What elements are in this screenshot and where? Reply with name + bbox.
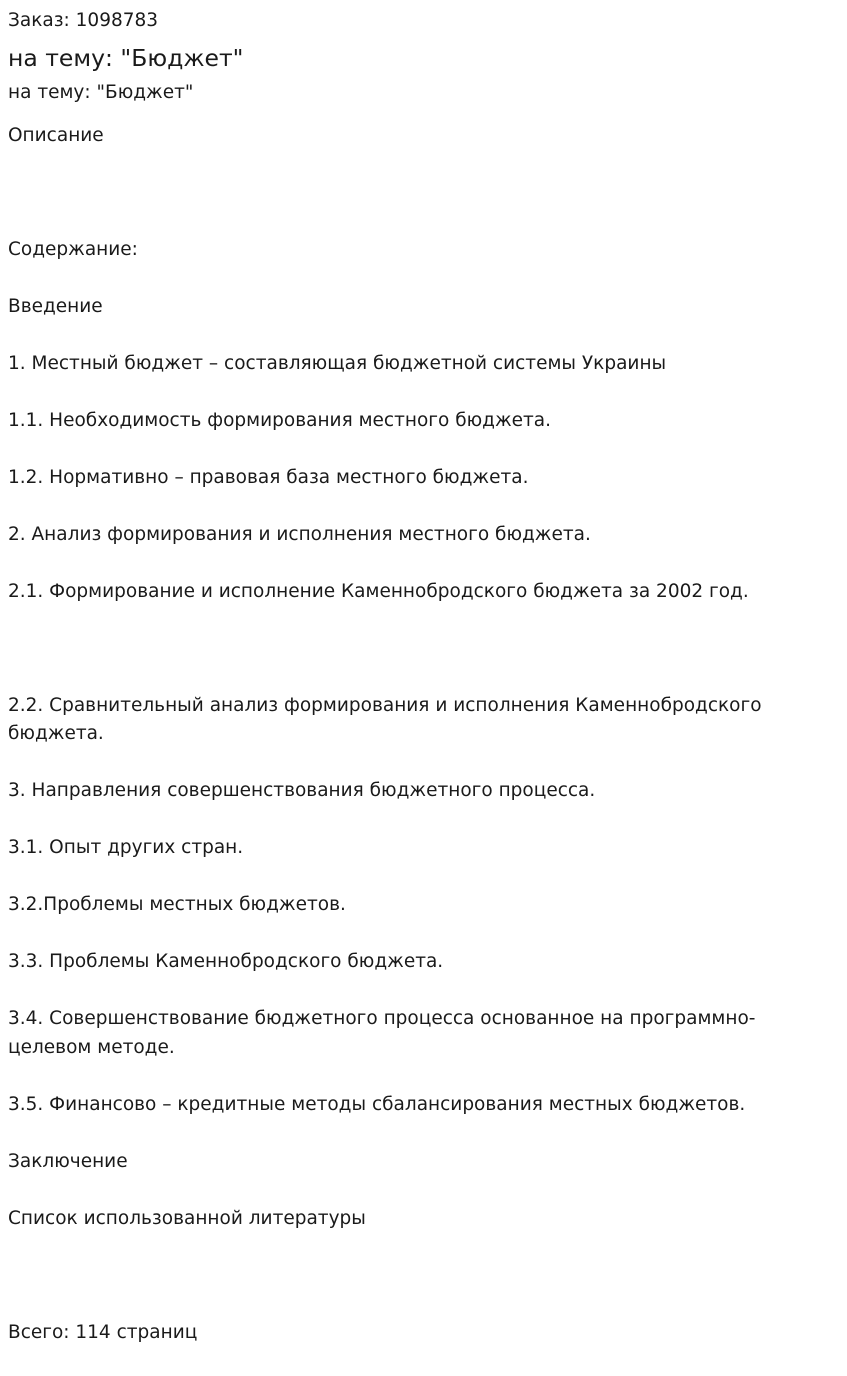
toc-item-3-1: 3.1. Опыт других стран.: [8, 837, 244, 858]
order-number: Заказ: 1098783: [8, 10, 159, 31]
contents-block: [8, 150, 839, 1376]
page-subtitle: на тему: "Бюджет": [8, 82, 194, 103]
total-pages: Всего: 114 страниц: [8, 1321, 198, 1343]
toc-item-2-1: 2.1. Формирование и исполнение Каменнобродского бюджета за 2002 год.: [8, 580, 749, 602]
toc-item-1-1: 1.1. Необходимость формирования местного бюджета.: [8, 409, 552, 431]
toc-item-3-5: 3.5. Финансово – кредитные методы сбалансирования местных бюджетов.: [8, 1093, 746, 1115]
toc-item-conclusion: Заключение: [8, 1150, 128, 1172]
spacer: [8, 179, 839, 208]
description-label: Описание: [8, 125, 104, 146]
page-title: на тему: "Бюджет": [8, 44, 244, 72]
toc-item-3: 3. Направления совершенствования бюджетного процесса.: [8, 780, 596, 801]
toc-item-3-3: 3.3. Проблемы Каменнобродского бюджета.: [8, 951, 444, 972]
toc-item-1-2: 1.2. Нормативно – правовая база местного бюджета.: [8, 466, 529, 488]
toc-item-2-2: 2.2. Сравнительный анализ формирования и исполнения Каменнобродского бюджета.: [8, 694, 762, 744]
toc-item-references: Список использованной литературы: [8, 1207, 366, 1229]
toc-item-intro: Введение: [8, 295, 103, 317]
toc-item-2: 2. Анализ формирования и исполнения местного бюджета.: [8, 523, 591, 545]
toc-item-1: 1. Местный бюджет – составляющая бюджетной системы Украины: [8, 352, 667, 374]
contents-label: Содержание:: [8, 238, 138, 260]
spacer: [8, 635, 839, 664]
toc-item-3-2: 3.2.Проблемы местных бюджетов.: [8, 894, 346, 915]
spacer: [8, 1262, 839, 1291]
toc-item-3-4: 3.4. Совершенствование бюджетного процесса основанное на программно-целевом методе.: [8, 1008, 756, 1058]
